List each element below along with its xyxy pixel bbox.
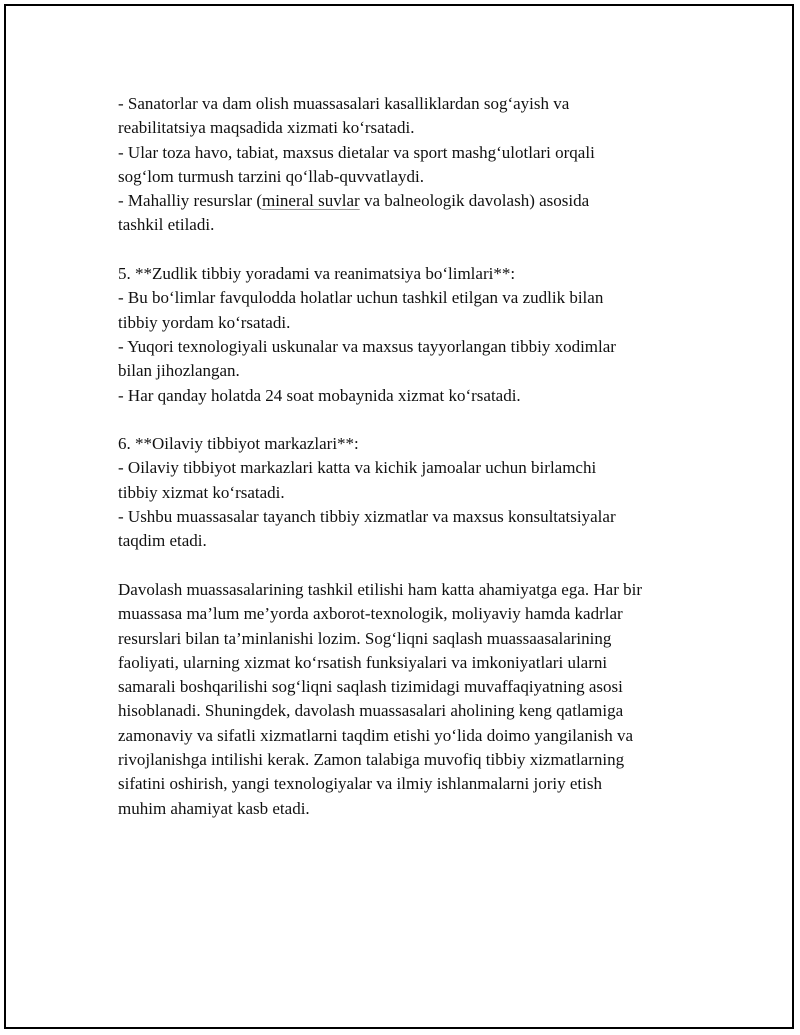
- section-heading: 5. **Zudlik tibbiy yoradami va reanimatsiya bo‘limlari**:: [118, 264, 516, 284]
- bullet-line: bilan jihozlangan.: [118, 361, 240, 381]
- bullet-line: - Bu bo‘limlar favqulodda holatlar uchun tashkil etilgan va zudlik bilan: [118, 288, 604, 308]
- paragraph-gap: [118, 554, 708, 578]
- paragraph-line: resurslari bilan ta’minlanishi lozim. Sog‘liqni saqlash muassaasalarining: [118, 628, 612, 648]
- mineral-suvlar-link[interactable]: mineral suvlar: [261, 191, 360, 211]
- section-6: [118, 432, 708, 553]
- paragraph-line: faoliyati, ularning xizmat ko‘rsatish funksiyalari va imkoniyatlari ularni: [118, 652, 608, 672]
- section-4-bullets: [118, 92, 708, 238]
- bullet-line: - Ular toza havo, tabiat, maxsus dietalar va sport mashg‘ulotlari orqali: [118, 142, 595, 162]
- paragraph-line: muhim ahamiyat kasb etadi.: [118, 798, 310, 818]
- bullet-line: - Yuqori texnologiyali uskunalar va maxsus tayyorlangan tibbiy xodimlar: [118, 336, 616, 356]
- paragraph-line: sifatini oshirish, yangi texnologiyalar va ilmiy ishlanmalarni joriy etish: [118, 774, 602, 794]
- conclusion-paragraph: [118, 578, 708, 821]
- paragraph-line: rivojlanishga intilishi kerak. Zamon talabiga muvofiq tibbiy xizmatlarning: [118, 750, 625, 770]
- text-span: - Mahalliy resurslar (: [118, 191, 262, 211]
- section-heading: 6. **Oilaviy tibbiyot markazlari**:: [118, 434, 359, 454]
- paragraph-gap: [118, 238, 708, 262]
- document-body: [118, 92, 708, 821]
- bullet-line: reabilitatsiya maqsadida xizmati ko‘rsatadi.: [118, 118, 415, 138]
- paragraph-line: hisoblanadi. Shuningdek, davolash muassasalari aholining keng qatlamiga: [118, 701, 624, 721]
- paragraph-gap: [118, 408, 708, 432]
- bullet-line: - Sanatorlar va dam olish muassasalari kasalliklardan sog‘ayish va: [118, 94, 570, 113]
- bullet-line: - Har qanday holatda 24 soat mobaynida xizmat ko‘rsatadi.: [118, 385, 521, 405]
- paragraph-line: zamonaviy va sifatli xizmatlarni taqdim etishi yo‘lida doimo yangilanish va: [118, 725, 634, 745]
- bullet-line: tibbiy xizmat ko‘rsatadi.: [118, 482, 285, 502]
- paragraph-line: Davolash muassasalarining tashkil etilishi ham katta ahamiyatga ega. Har bir: [118, 579, 643, 599]
- bullet-line: - Oilaviy tibbiyot markazlari katta va kichik jamoalar uchun birlamchi: [118, 458, 597, 478]
- text-span: va balneologik davolash) asosida: [359, 191, 590, 211]
- paragraph-line: muassasa ma’lum me’yorda axborot-texnologik, moliyaviy hamda kadrlar: [118, 604, 623, 624]
- bullet-line: - Ushbu muassasalar tayanch tibbiy xizmatlar va maxsus konsultatsiyalar: [118, 507, 616, 527]
- bullet-line: tibbiy yordam ko‘rsatadi.: [118, 312, 291, 332]
- bullet-line: [118, 189, 708, 213]
- section-5: [118, 262, 708, 408]
- bullet-line: taqdim etadi.: [118, 531, 207, 551]
- paragraph-line: samarali boshqarilishi sog‘liqni saqlash tizimidagi muvaffaqiyatning asosi: [118, 677, 623, 697]
- bullet-line: tashkil etiladi.: [118, 215, 215, 235]
- bullet-line: sog‘lom turmush tarzini qo‘llab-quvvatlaydi.: [118, 166, 424, 186]
